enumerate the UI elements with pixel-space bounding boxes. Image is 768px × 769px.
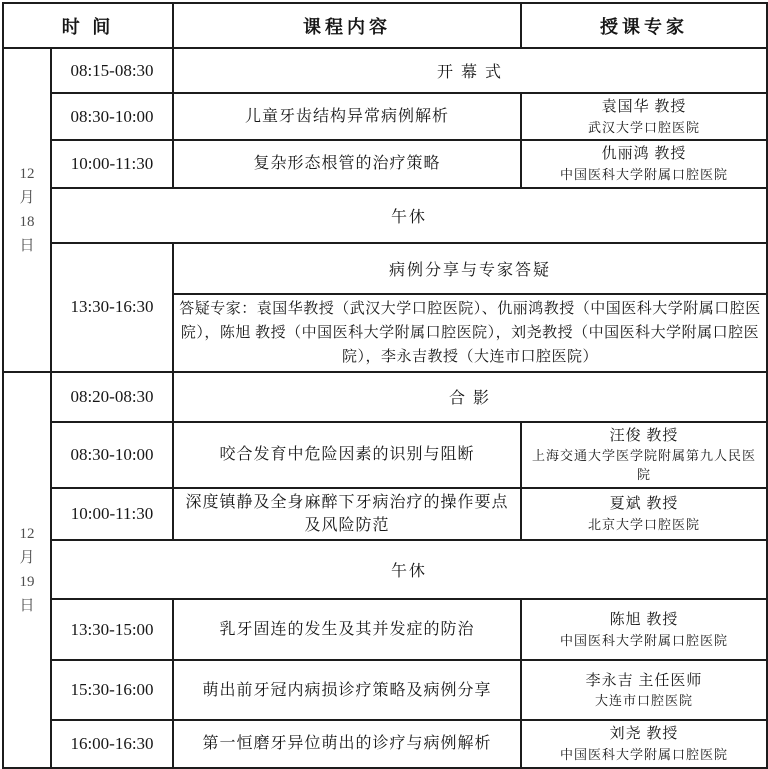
case-sharing-cell: 病例分享与专家答疑 (173, 243, 767, 294)
time-cell: 13:30-15:00 (51, 599, 173, 660)
table-row (3, 488, 767, 540)
content-cell: 儿童牙齿结构异常病例解析 (173, 93, 521, 140)
content-cell: 复杂形态根管的治疗策略 (173, 140, 521, 187)
content-cell: 第一恒磨牙异位萌出的诊疗与病例解析 (173, 720, 521, 767)
expert-name: 夏斌 教授 (609, 496, 679, 513)
content-cell: 萌出前牙冠内病损诊疗策略及病例分享 (173, 660, 521, 720)
date-line: 12 (19, 525, 35, 542)
opening-ceremony-cell: 开 幕 式 (173, 48, 767, 93)
table-row (3, 140, 767, 187)
expert-name: 李永吉 主任医师 (585, 672, 703, 689)
schedule-table (2, 2, 768, 769)
expert-org: 中国医科大学附属口腔医院 (559, 746, 728, 762)
expert-name: 袁国华 教授 (601, 99, 687, 115)
expert-org: 中国医科大学附属口腔医院 (559, 166, 728, 182)
expert-org: 中国医科大学附属口腔医院 (559, 632, 728, 648)
table-row (3, 48, 767, 93)
date-line: 12 (19, 165, 35, 182)
expert-org: 上海交通大学医学院附属第九人民医院 (531, 448, 756, 483)
header-expert: 授课专家 (521, 3, 767, 48)
table-row (3, 188, 767, 243)
group-photo-cell: 合 影 (173, 372, 767, 422)
date-line: 日 (19, 597, 35, 614)
expert-cell (521, 488, 767, 540)
table-row (3, 660, 767, 720)
table-row (3, 93, 767, 140)
table-row (3, 599, 767, 660)
date-line: 月 (19, 189, 35, 206)
header-content: 课程内容 (173, 3, 521, 48)
time-cell: 10:00-11:30 (51, 488, 173, 540)
expert-name: 刘尧 教授 (609, 726, 679, 743)
content-cell: 乳牙固连的发生及其并发症的防治 (173, 599, 521, 660)
time-cell: 15:30-16:00 (51, 660, 173, 720)
table-row (3, 422, 767, 488)
header-time: 时 间 (3, 3, 173, 48)
date-cell-dec19 (3, 372, 51, 768)
expert-name: 陈旭 教授 (609, 612, 679, 629)
expert-cell (521, 660, 767, 720)
content-cell: 深度镇静及全身麻醉下牙病治疗的操作要点及风险防范 (173, 488, 521, 540)
date-line: 19 (19, 573, 35, 590)
expert-org: 武汉大学口腔医院 (587, 119, 700, 135)
qa-experts-note-cell: 答疑专家：袁国华教授（武汉大学口腔医院）、仇丽鸿教授（中国医科大学附属口腔医院），陈旭 教授（中国医科大学附属口腔医院），刘尧教授（中国医科大学附属口腔医院），李永吉教授（大连市口腔医院） (173, 294, 767, 372)
date-cell-dec18 (3, 48, 51, 372)
expert-name: 汪俊 教授 (609, 427, 679, 444)
time-cell: 08:30-10:00 (51, 422, 173, 488)
time-cell: 10:00-11:30 (51, 140, 173, 187)
expert-org: 大连市口腔医院 (594, 693, 693, 709)
course-schedule-table (2, 2, 768, 769)
table-row (3, 540, 767, 599)
lunch-break-cell: 午休 (51, 540, 767, 599)
expert-cell (521, 93, 767, 140)
table-row (3, 720, 767, 767)
expert-cell (521, 140, 767, 187)
table-row (3, 243, 767, 294)
expert-cell (521, 422, 767, 488)
time-cell: 08:30-10:00 (51, 93, 173, 140)
time-cell: 16:00-16:30 (51, 720, 173, 767)
table-row (3, 372, 767, 422)
date-line: 月 (19, 549, 35, 566)
header-row (3, 3, 767, 48)
expert-org: 北京大学口腔医院 (587, 516, 700, 532)
content-cell: 咬合发育中危险因素的识别与阻断 (173, 422, 521, 488)
lunch-break-cell: 午休 (51, 188, 767, 243)
time-cell: 08:20-08:30 (51, 372, 173, 422)
expert-cell (521, 720, 767, 767)
date-line: 日 (19, 237, 35, 254)
expert-name: 仇丽鸿 教授 (601, 146, 687, 163)
time-cell: 08:15-08:30 (51, 48, 173, 93)
expert-cell (521, 599, 767, 660)
time-cell: 13:30-16:30 (51, 243, 173, 372)
date-line: 18 (19, 213, 35, 230)
